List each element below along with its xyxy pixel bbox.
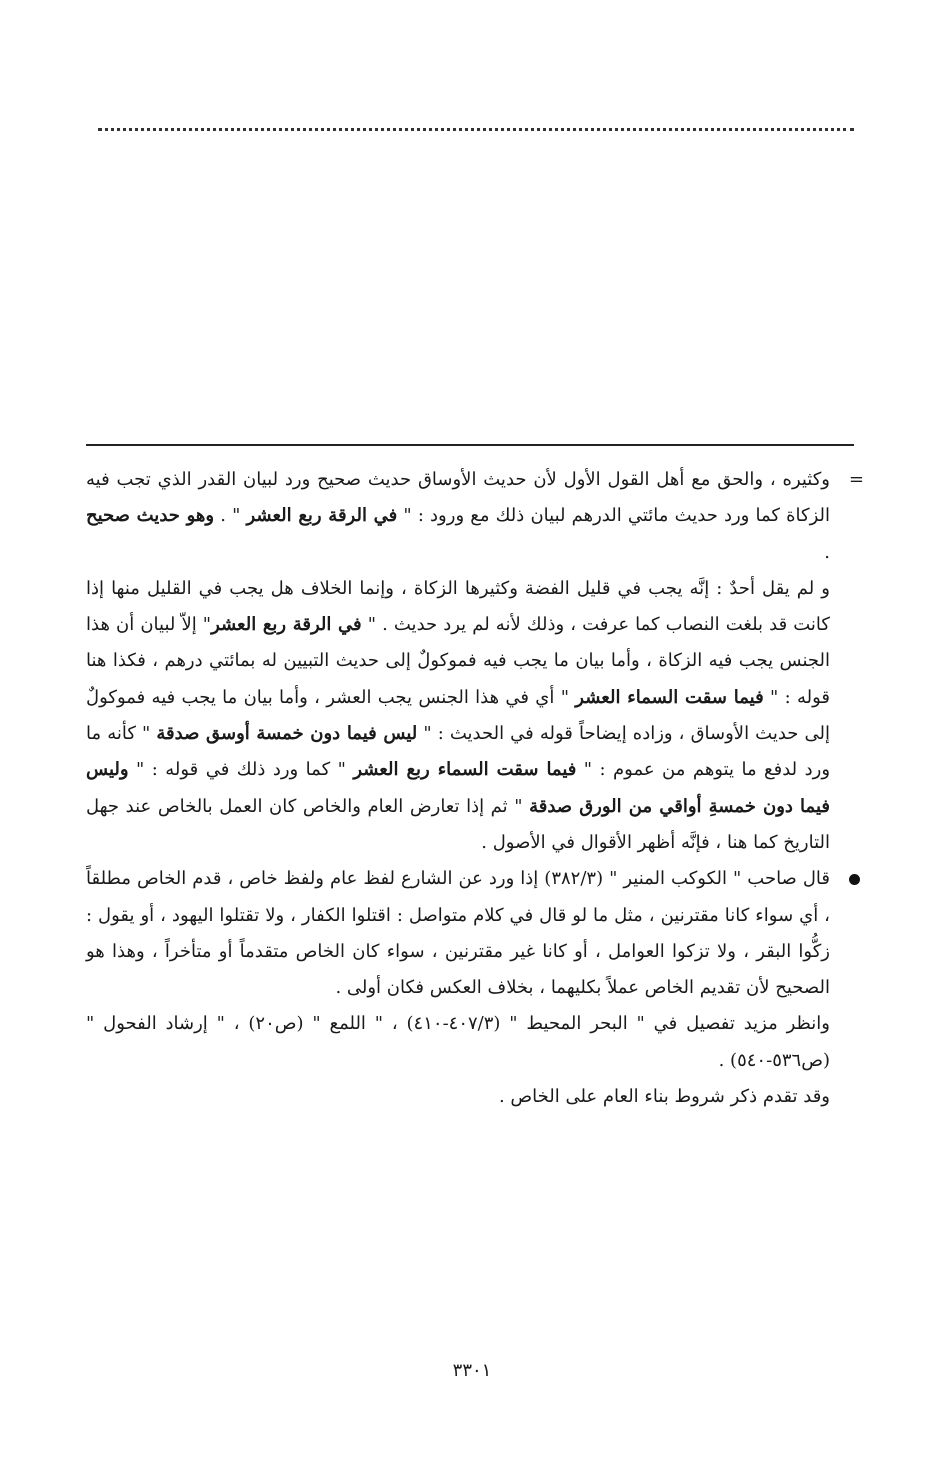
footnote-paragraph-5: وقد تقدم ذكر شروط بناء العام على الخاص .: [498, 1086, 830, 1108]
hadith-quote: في الرقة ربع العشر: [211, 614, 362, 636]
dotted-separator: [98, 128, 854, 131]
hadith-quote: وليس فيما دون خمسةِ أواقي من الورق صدقة: [86, 759, 830, 817]
footnote-section: [86, 462, 864, 1115]
hadith-quote: في الرقة ربع العشر: [246, 505, 398, 527]
hadith-quote: ليس فيما دون خمسة أوسق صدقة: [156, 723, 418, 745]
hadith-quote: فيما سقت السماء العشر: [575, 686, 764, 708]
footnote-paragraph-4: وانظر مزيد تفصيل في " البحر المحيط " (٤٠٧/٣-٤١٠) ، " اللمع " (ص٢٠) ، " إرشاد الفحول " (ص٥٣٦-٥٤٠) .: [86, 1013, 830, 1071]
hadith-quote: فيما سقت السماء ربع العشر: [353, 759, 577, 781]
page-number: ٣٣٠١: [452, 1360, 492, 1381]
footnote-paragraph-2: و لم يقل أحدٌ : إنَّه يجب في قليل الفضة وكثيرها الزكاة ، وإنما الخلاف هل يجب في القليل منها إذا كانت قد بلغت النصاب كما عرفت ، وذلك لأنه لم يرد حديث . " في الرقة ربع العشر" إلاّ لبيان أن هذا الجنس يجب فيه الزكاة ، وأما بيان ما يجب فيه فموكولٌ إلى حديث التبيين له بمائتي درهم ، فكذا هنا قوله : " فيما سقت السماء العشر " أي في هذا الجنس يجب العشر ، وأما بيان ما يجب فيه فموكولٌ إلى حديث الأوساق ، وزاده إيضاحاً قوله في الحديث : " ليس فيما دون خمسة أوسق صدقة " كأنه ما ورد لدفع ما يتوهم من عموم : " فيما سقت السماء ربع العشر " كما ورد ذلك في قوله : " وليس فيما دون خمسةِ أواقي من الورق صدقة " ثم إذا تعارض العام والخاص كان العمل بالخاص عند جهل التاريخ كما هنا ، فإنَّه أظهر الأقوال في الأصول .: [86, 577, 831, 853]
emphasis-text: وهو حديث صحيح: [86, 505, 215, 527]
footnote-paragraph-3: قال صاحب " الكوكب المنير " (٣٨٢/٣) إذا ورد عن الشارع لفظ عام ولفظ خاص ، قدم الخاص مطلقاً ، أي سواء كانا مقترنين ، مثل ما لو قال في كلام متواصل : اقتلوا الكفار ، ولا تقتلوا اليهود ، أو يقول : زكُّوا البقر ، ولا تزكوا العوامل ، أو كانا غير مقترنين ، سواء كان الخاص متقدماً أو متأخراً ، وهذا هو الصحيح لأن تقديم الخاص عملاً بكليهما ، بخلاف العكس فكان أولى .: [86, 861, 830, 1006]
footnote-paragraph-1: = وكثيره ، والحق مع أهل القول الأول لأن حديث الأوساق حديث صحيح ورد لبيان القدر الذي تجب فيه الزكاة كما ورد حديث مائتي الدرهم لبيان ذلك مع ورود : " في الرقة ربع العشر " . وهو حديث صحيح .: [86, 462, 830, 571]
continuation-marker: =: [848, 469, 864, 490]
footnote-rule: [86, 444, 854, 446]
bullet-icon: [849, 874, 860, 885]
